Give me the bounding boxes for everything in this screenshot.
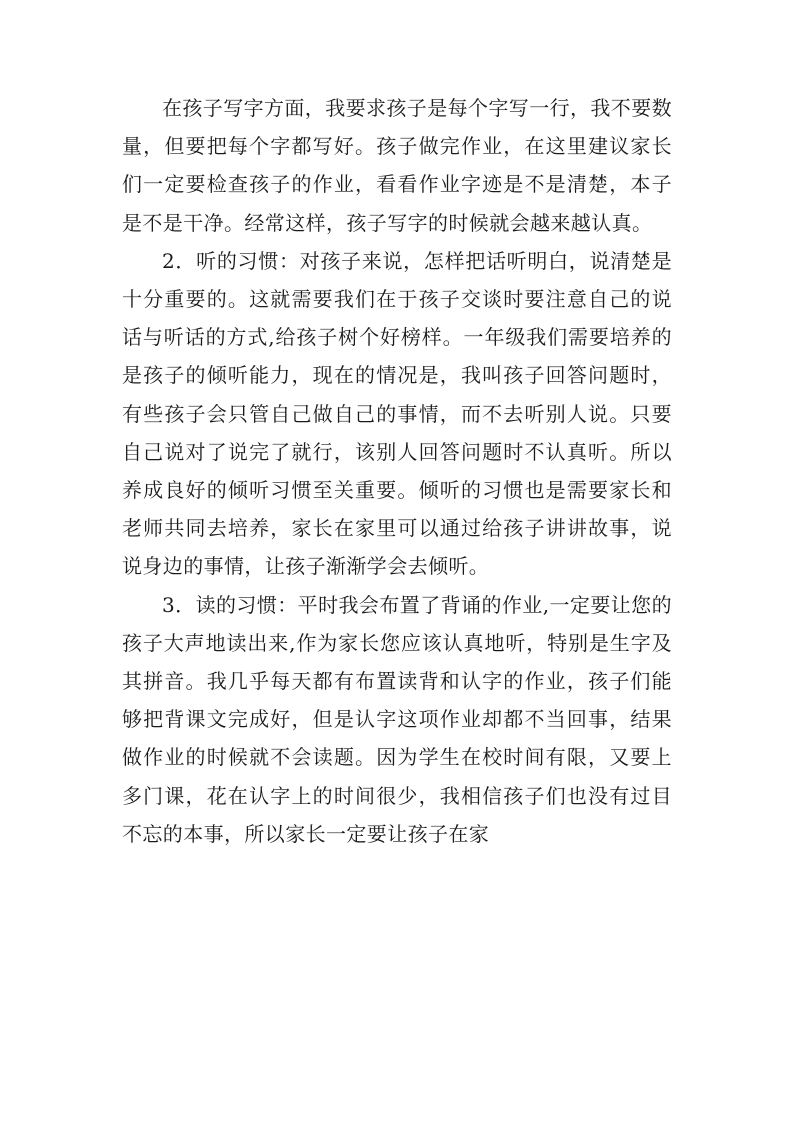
paragraph-listening-habit: 2．听的习惯：对孩子来说，怎样把话听明白，说清楚是十分重要的。这就需要我们在于孩子交谈时要注意自己的说话与听话的方式,给孩子树个好榜样。一年级我们需要培养的是孩子的倾听能力，现在的情况是，我叫孩子回答问题时，有些孩子会只管自己做自己的事情，而不去听别人说。只要自己说对了说完了就行，该别人回答问题时不认真听。所以养成良好的倾听习惯至关重要。倾听的习惯也是需要家长和老师共同去培养，家长在家里可以通过给孩子讲讲故事，说说身边的事情，让孩子渐渐学会去倾听。	[122, 248, 672, 579]
document-body	[122, 89, 672, 853]
paragraph-reading-habit: 3．读的习惯：平时我会布置了背诵的作业,一定要让您的孩子大声地读出来,作为家长您应该认真地听，特别是生字及其拼音。我几乎每天都有布置读背和认字的作业，孩子们能够把背课文完成好，但是认字这项作业却都不当回事，结果做作业的时候就不会读题。因为学生在校时间有限，又要上多门课，花在认字上的时间很少，我相信孩子们也没有过目不忘的本事，所以家长一定要让孩子在家	[122, 592, 672, 846]
paragraph-writing-habit: 在孩子写字方面，我要求孩子是每个字写一行，我不要数量，但要把每个字都写好。孩子做完作业，在这里建议家长们一定要检查孩子的作业，看看作业字迹是不是清楚，本子是不是干净。经常这样，孩子写字的时候就会越来越认真。	[122, 96, 672, 235]
